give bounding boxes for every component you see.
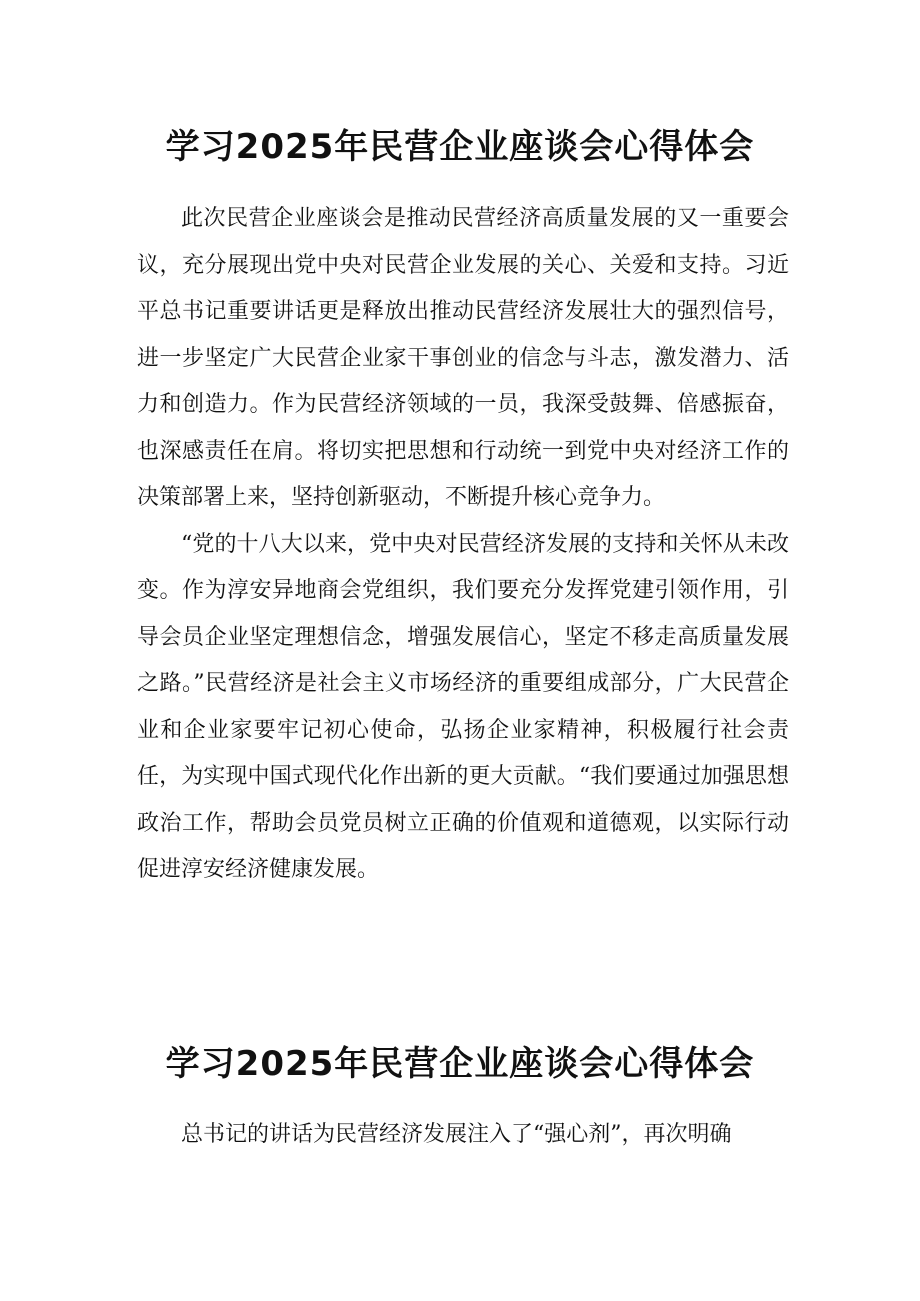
section2-title: 学习2025年民营企业座谈会心得体会 xyxy=(165,1043,755,1084)
section1-title: 学习2025年民营企业座谈会心得体会 xyxy=(165,126,755,167)
section2-body xyxy=(137,1112,789,1159)
section1-body xyxy=(137,196,789,894)
section1-paragraph-1: 此次民营企业座谈会是推动民营经济高质量发展的又一重要会议，充分展现出党中央对民营企业发展的关心、关爱和支持。习近平总书记重要讲话更是释放出推动民营经济发展壮大的强烈信号，进一步坚定广大民营企业家干事创业的信念与斗志，激发潜力、活力和创造力。作为民营经济领域的一员，我深受鼓舞、倍感振奋，也深感责任在肩。将切实把思想和行动统一到党中央对经济工作的决策部署上来，坚持创新驱动，不断提升核心竞争力。 xyxy=(137,206,789,510)
section2-paragraph-1: 总书记的讲话为民营经济发展注入了“强心剂”，再次明确 xyxy=(181,1122,732,1147)
section1-paragraph-2: “党的十八大以来，党中央对民营经济发展的支持和关怀从未改变。作为淳安异地商会党组织，我们要充分发挥党建引领作用，引导会员企业坚定理想信念，增强发展信心，坚定不移走高质量发展之路。”民营经济是社会主义市场经济的重要组成部分，广大民营企业和企业家要牢记初心使命，弘扬企业家精神，积极履行社会责任，为实现中国式现代化作出新的更大贡献。“我们要通过加强思想政治工作，帮助会员党员树立正确的价值观和道德观，以实际行动促进淳安经济健康发展。 xyxy=(137,531,789,882)
